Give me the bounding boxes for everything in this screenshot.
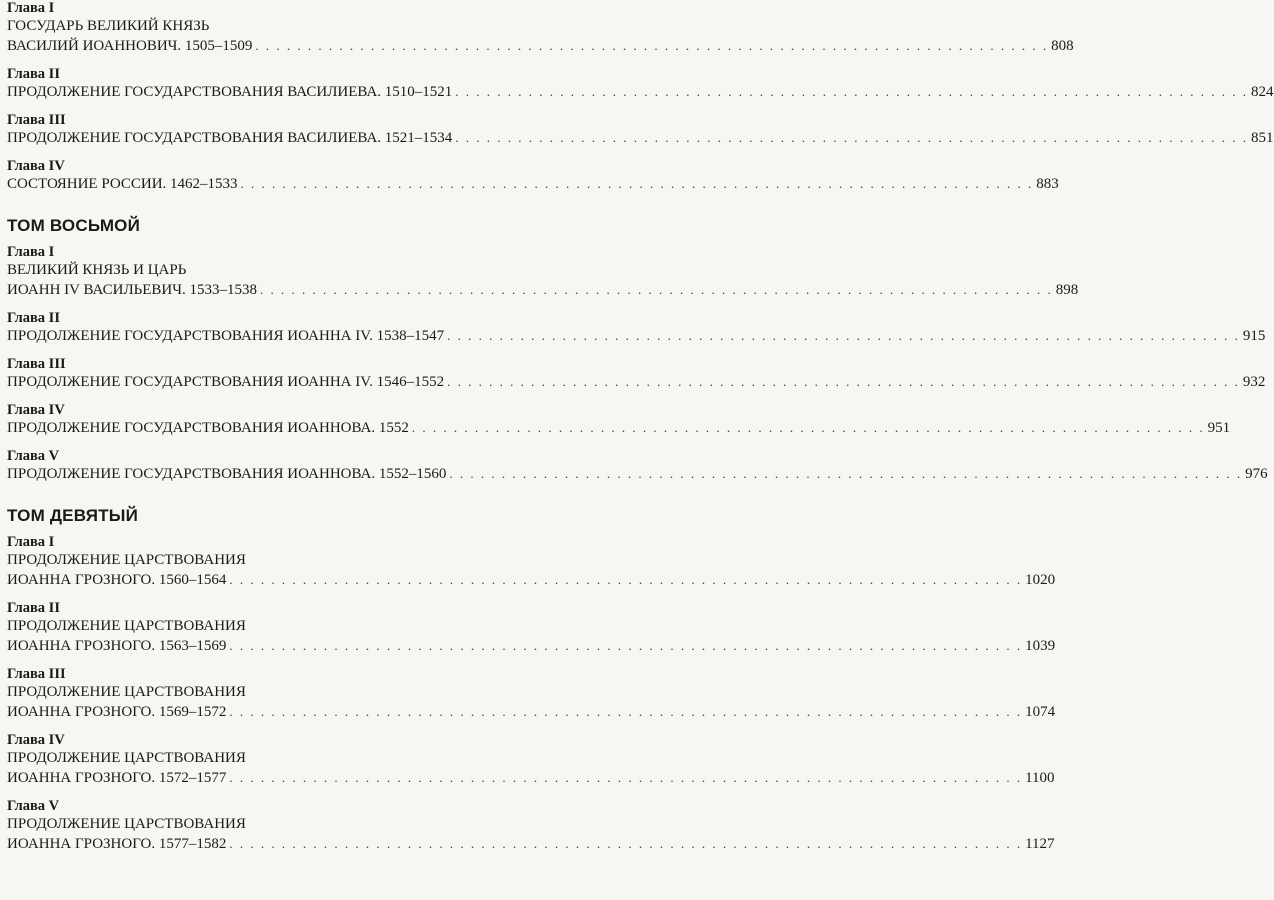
- chapter-title-leader-line: [7, 326, 1266, 346]
- chapter-title-line: ПРОДОЛЖЕНИЕ ЦАРСТВОВАНИЯ: [7, 552, 246, 568]
- page-number: 898: [1055, 282, 1079, 298]
- chapter-label: Глава III: [7, 112, 66, 128]
- page-number: 1127: [1025, 836, 1055, 852]
- dot-leader: . . . . . . . . . . . . . . . . . . . . . . . . . . . . . . . . . . . . . . . . . . . . . . . . . . . . . . . . . . . . . . . . . . . . . . . . . . . .: [447, 374, 1240, 389]
- chapter-title-text: СОСТОЯНИЕ РОССИИ. 1462–1533: [7, 176, 238, 192]
- volume-title: ТОМ ДЕВЯТЫЙ: [7, 506, 139, 525]
- dot-leader: . . . . . . . . . . . . . . . . . . . . . . . . . . . . . . . . . . . . . . . . . . . . . . . . . . . . . . . . . . . . . . . . . . . . . . . . . . . .: [455, 130, 1249, 145]
- volume-section: [7, 216, 1268, 484]
- chapter-label: Глава V: [7, 798, 60, 814]
- page-number: 808: [1051, 38, 1074, 54]
- chapter-label: Глава IV: [7, 158, 65, 174]
- page-number: 915: [1242, 328, 1266, 344]
- chapter-title-line: ПРОДОЛЖЕНИЕ ЦАРСТВОВАНИЯ: [7, 750, 246, 766]
- toc-entry[interactable]: [7, 244, 1079, 300]
- dot-leader: . . . . . . . . . . . . . . . . . . . . . . . . . . . . . . . . . . . . . . . . . . . . . . . . . . . . . . . . . . . . . . . . . . . . . . . . . . . .: [447, 328, 1240, 343]
- dot-leader: . . . . . . . . . . . . . . . . . . . . . . . . . . . . . . . . . . . . . . . . . . . . . . . . . . . . . . . . . . . . . . . . . . . . . . . . . . . .: [255, 38, 1049, 53]
- chapter-title-text: ИОАННА ГРОЗНОГО. 1563–1569: [7, 638, 227, 654]
- dot-leader: . . . . . . . . . . . . . . . . . . . . . . . . . . . . . . . . . . . . . . . . . . . . . . . . . . . . . . . . . . . . . . . . . . . . . . . . . . . .: [229, 638, 1023, 653]
- chapter-title-line: ПРОДОЛЖЕНИЕ ЦАРСТВОВАНИЯ: [7, 684, 246, 700]
- chapter-label: Глава I: [7, 244, 55, 260]
- toc-entry[interactable]: [7, 666, 1056, 722]
- chapter-title-text: ПРОДОЛЖЕНИЕ ГОСУДАРСТВОВАНИЯ ИОАННОВА. 1552–1560: [7, 466, 447, 482]
- dot-leader: . . . . . . . . . . . . . . . . . . . . . . . . . . . . . . . . . . . . . . . . . . . . . . . . . . . . . . . . . . . . . . . . . . . . . . . . . . . .: [240, 176, 1034, 191]
- page-number: 1100: [1025, 770, 1055, 786]
- chapter-title-leader-line: [7, 280, 1079, 300]
- page-number: 824: [1251, 84, 1274, 100]
- toc-entry[interactable]: [7, 402, 1231, 438]
- chapter-label: Глава II: [7, 310, 60, 326]
- chapter-title-line: ВЕЛИКИЙ КНЯЗЬ И ЦАРЬ: [7, 262, 187, 278]
- dot-leader: . . . . . . . . . . . . . . . . . . . . . . . . . . . . . . . . . . . . . . . . . . . . . . . . . . . . . . . . . . . . . . . . . . . . . . . . . . . .: [229, 836, 1023, 851]
- toc-entry[interactable]: [7, 732, 1055, 788]
- toc-entry[interactable]: [7, 0, 1074, 56]
- toc-entry[interactable]: [7, 158, 1059, 194]
- chapter-title-text: ВАСИЛИЙ ИОАННОВИЧ. 1505–1509: [7, 38, 253, 54]
- dot-leader: . . . . . . . . . . . . . . . . . . . . . . . . . . . . . . . . . . . . . . . . . . . . . . . . . . . . . . . . . . . . . . . . . . . . . . . . . . . .: [260, 282, 1053, 297]
- chapter-title-leader-line: [7, 128, 1274, 148]
- toc-entry[interactable]: [7, 798, 1055, 854]
- chapter-title-leader-line: [7, 636, 1056, 656]
- chapter-title-text: ИОАННА ГРОЗНОГО. 1577–1582: [7, 836, 227, 852]
- chapter-title-leader-line: [7, 418, 1231, 438]
- chapter-title-leader-line: [7, 768, 1055, 788]
- chapter-title-leader-line: [7, 82, 1274, 102]
- toc-entry[interactable]: [7, 448, 1268, 484]
- toc-entry[interactable]: [7, 600, 1056, 656]
- chapter-label: Глава IV: [7, 402, 65, 418]
- toc-entry[interactable]: [7, 66, 1274, 102]
- chapter-title-text: ПРОДОЛЖЕНИЕ ГОСУДАРСТВОВАНИЯ ВАСИЛИЕВА. 1521–1534: [7, 130, 453, 146]
- volume-section: [7, 0, 1274, 194]
- page-number: 932: [1242, 374, 1266, 390]
- page-number: 1020: [1025, 572, 1056, 588]
- chapter-label: Глава I: [7, 534, 55, 550]
- toc-entry[interactable]: [7, 356, 1266, 392]
- chapter-title-text: ИОАННА ГРОЗНОГО. 1560–1564: [7, 572, 227, 588]
- page-number: 976: [1245, 466, 1268, 482]
- chapter-title-text: ПРОДОЛЖЕНИЕ ГОСУДАРСТВОВАНИЯ ИОАННОВА. 1552: [7, 420, 409, 436]
- chapter-title-leader-line: [7, 834, 1055, 854]
- chapter-title-leader-line: [7, 702, 1056, 722]
- chapter-title-line: ГОСУДАРЬ ВЕЛИКИЙ КНЯЗЬ: [7, 18, 210, 34]
- chapter-title-text: ПРОДОЛЖЕНИЕ ГОСУДАРСТВОВАНИЯ ИОАННА IV. 1546–1552: [7, 374, 445, 390]
- chapter-label: Глава II: [7, 66, 60, 82]
- chapter-title-line: ПРОДОЛЖЕНИЕ ЦАРСТВОВАНИЯ: [7, 816, 246, 832]
- toc-entry[interactable]: [7, 534, 1056, 590]
- chapter-title-leader-line: [7, 174, 1059, 194]
- volume-section: [7, 506, 1056, 854]
- dot-leader: . . . . . . . . . . . . . . . . . . . . . . . . . . . . . . . . . . . . . . . . . . . . . . . . . . . . . . . . . . . . . . . . . . . . . . . . . . . .: [229, 704, 1023, 719]
- page-number: 851: [1251, 130, 1274, 146]
- chapter-title-text: ИОАННА ГРОЗНОГО. 1572–1577: [7, 770, 227, 786]
- toc-entry[interactable]: [7, 112, 1274, 148]
- chapter-label: Глава III: [7, 356, 66, 372]
- dot-leader: . . . . . . . . . . . . . . . . . . . . . . . . . . . . . . . . . . . . . . . . . . . . . . . . . . . . . . . . . . . . . . . . . . . . . . . . . . . .: [455, 84, 1249, 99]
- chapter-title-text: ПРОДОЛЖЕНИЕ ГОСУДАРСТВОВАНИЯ ИОАННА IV. 1538–1547: [7, 328, 445, 344]
- dot-leader: . . . . . . . . . . . . . . . . . . . . . . . . . . . . . . . . . . . . . . . . . . . . . . . . . . . . . . . . . . . . . . . . . . . . . . . . . . . .: [411, 420, 1205, 435]
- chapter-title-leader-line: [7, 570, 1056, 590]
- toc-entry[interactable]: [7, 310, 1266, 346]
- chapter-label: Глава III: [7, 666, 66, 682]
- chapter-title-line: ПРОДОЛЖЕНИЕ ЦАРСТВОВАНИЯ: [7, 618, 246, 634]
- page-number: 1074: [1025, 704, 1056, 720]
- dot-leader: . . . . . . . . . . . . . . . . . . . . . . . . . . . . . . . . . . . . . . . . . . . . . . . . . . . . . . . . . . . . . . . . . . . . . . . . . . . .: [449, 466, 1243, 481]
- chapter-title-text: ИОАННА ГРОЗНОГО. 1569–1572: [7, 704, 227, 720]
- table-of-contents: [7, 0, 1274, 864]
- chapter-label: Глава II: [7, 600, 60, 616]
- chapter-title-text: ИОАНН IV ВАСИЛЬЕВИЧ. 1533–1538: [7, 282, 257, 298]
- dot-leader: . . . . . . . . . . . . . . . . . . . . . . . . . . . . . . . . . . . . . . . . . . . . . . . . . . . . . . . . . . . . . . . . . . . . . . . . . . . .: [229, 572, 1023, 587]
- page-number: 883: [1036, 176, 1059, 192]
- volume-title: ТОМ ВОСЬМОЙ: [7, 216, 141, 235]
- dot-leader: . . . . . . . . . . . . . . . . . . . . . . . . . . . . . . . . . . . . . . . . . . . . . . . . . . . . . . . . . . . . . . . . . . . . . . . . . . . .: [229, 770, 1023, 785]
- chapter-title-text: ПРОДОЛЖЕНИЕ ГОСУДАРСТВОВАНИЯ ВАСИЛИЕВА. 1510–1521: [7, 84, 453, 100]
- page-number: 951: [1207, 420, 1231, 436]
- chapter-label: Глава I: [7, 0, 55, 16]
- chapter-title-leader-line: [7, 464, 1268, 484]
- chapter-label: Глава IV: [7, 732, 65, 748]
- chapter-title-leader-line: [7, 372, 1266, 392]
- chapter-label: Глава V: [7, 448, 60, 464]
- chapter-title-leader-line: [7, 36, 1074, 56]
- page-number: 1039: [1025, 638, 1056, 654]
